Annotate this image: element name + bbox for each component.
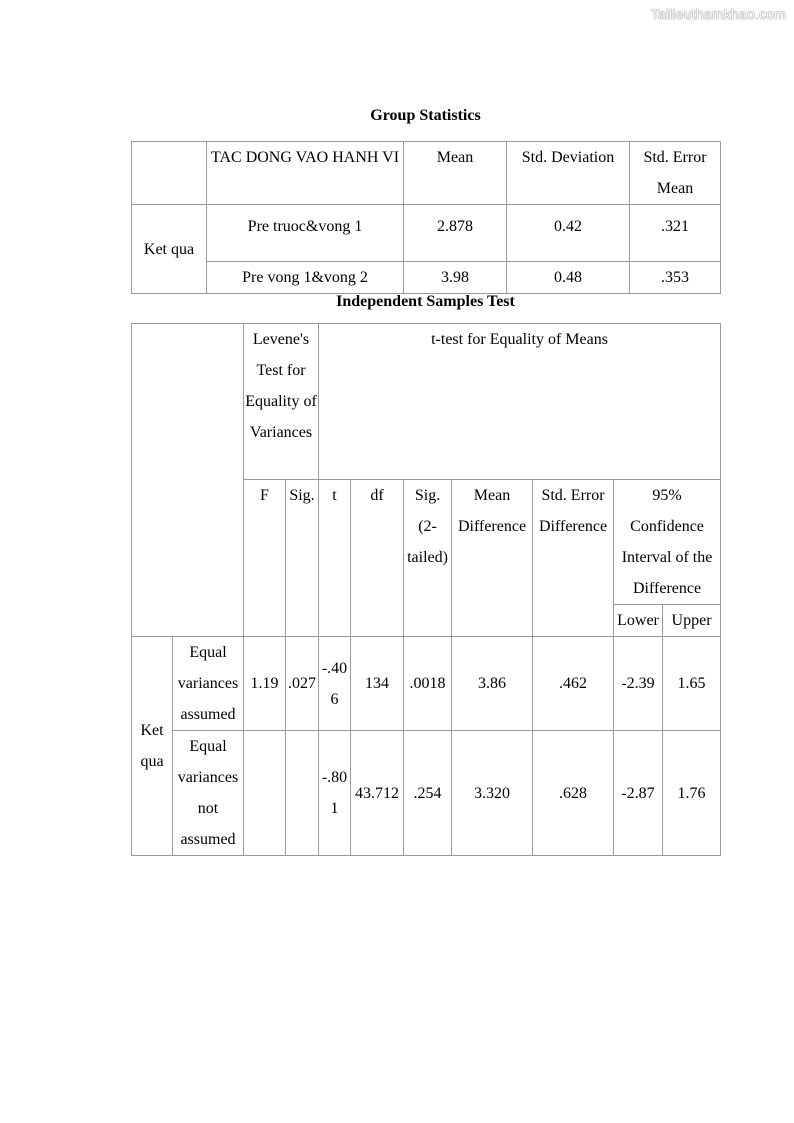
- sig-2-tailed-value: .0018: [404, 637, 452, 731]
- header-std-deviation: Std. Deviation: [507, 142, 630, 205]
- mean-value: 3.98: [404, 262, 507, 294]
- header-df: df: [351, 480, 404, 637]
- header-std-error-difference: Std. Error Difference: [533, 480, 614, 637]
- table-row: [132, 262, 721, 294]
- table-row: [132, 637, 721, 731]
- variance-assumption-label: Equal variances not assumed: [173, 731, 244, 856]
- header-sig: Sig.: [286, 480, 319, 637]
- mean-value: 2.878: [404, 205, 507, 262]
- std-deviation-value: 0.48: [507, 262, 630, 294]
- sig-value: [286, 731, 319, 856]
- table-header-row: [132, 142, 721, 205]
- table-row: [132, 731, 721, 856]
- std-error-difference-value: .462: [533, 637, 614, 731]
- header-std-error-mean: Std. Error Mean: [630, 142, 721, 205]
- f-value: 1.19: [244, 637, 286, 731]
- variance-assumption-label: Equal variances assumed: [173, 637, 244, 731]
- sig-2-tailed-value: .254: [404, 731, 452, 856]
- header-lower: Lower: [614, 605, 663, 637]
- header-upper: Upper: [663, 605, 721, 637]
- header-mean: Mean: [404, 142, 507, 205]
- group-name: Pre truoc&vong 1: [207, 205, 404, 262]
- upper-value: 1.76: [663, 731, 721, 856]
- empty-header-cell: [132, 142, 207, 205]
- table-row: [132, 205, 721, 262]
- header-sig-2-tailed: Sig. (2-tailed): [404, 480, 452, 637]
- independent-test-title: Independent Samples Test: [336, 293, 515, 310]
- t-value: -.406: [319, 637, 351, 731]
- lower-value: -2.39: [614, 637, 663, 731]
- df-value: 134: [351, 637, 404, 731]
- sig-value: .027: [286, 637, 319, 731]
- upper-value: 1.65: [663, 637, 721, 731]
- std-error-value: .353: [630, 262, 721, 294]
- independent-samples-table: [131, 323, 721, 856]
- watermark: Tailieuthamkhao.com: [650, 6, 786, 22]
- mean-difference-value: 3.86: [452, 637, 533, 731]
- row-label: Ket qua: [132, 205, 207, 294]
- header-mean-difference: Mean Difference: [452, 480, 533, 637]
- lower-value: -2.87: [614, 731, 663, 856]
- table-header-row: [132, 324, 721, 480]
- t-value: -.801: [319, 731, 351, 856]
- header-t: t: [319, 480, 351, 637]
- header-factor: TAC DONG VAO HANH VI: [207, 142, 404, 205]
- f-value: [244, 731, 286, 856]
- df-value: 43.712: [351, 731, 404, 856]
- header-confidence-interval: 95% Confidence Interval of the Difference: [614, 480, 721, 605]
- std-error-value: .321: [630, 205, 721, 262]
- ttest-header: t-test for Equality of Means: [319, 324, 721, 480]
- row-label: Ket qua: [132, 637, 173, 856]
- group-statistics-table: [131, 141, 721, 294]
- std-error-difference-value: .628: [533, 731, 614, 856]
- empty-header-cell: [132, 324, 244, 637]
- header-f: F: [244, 480, 286, 637]
- std-deviation-value: 0.42: [507, 205, 630, 262]
- group-name: Pre vong 1&vong 2: [207, 262, 404, 294]
- mean-difference-value: 3.320: [452, 731, 533, 856]
- group-statistics-title: Group Statistics: [370, 107, 481, 124]
- levene-header: Levene's Test for Equality of Variances: [244, 324, 319, 480]
